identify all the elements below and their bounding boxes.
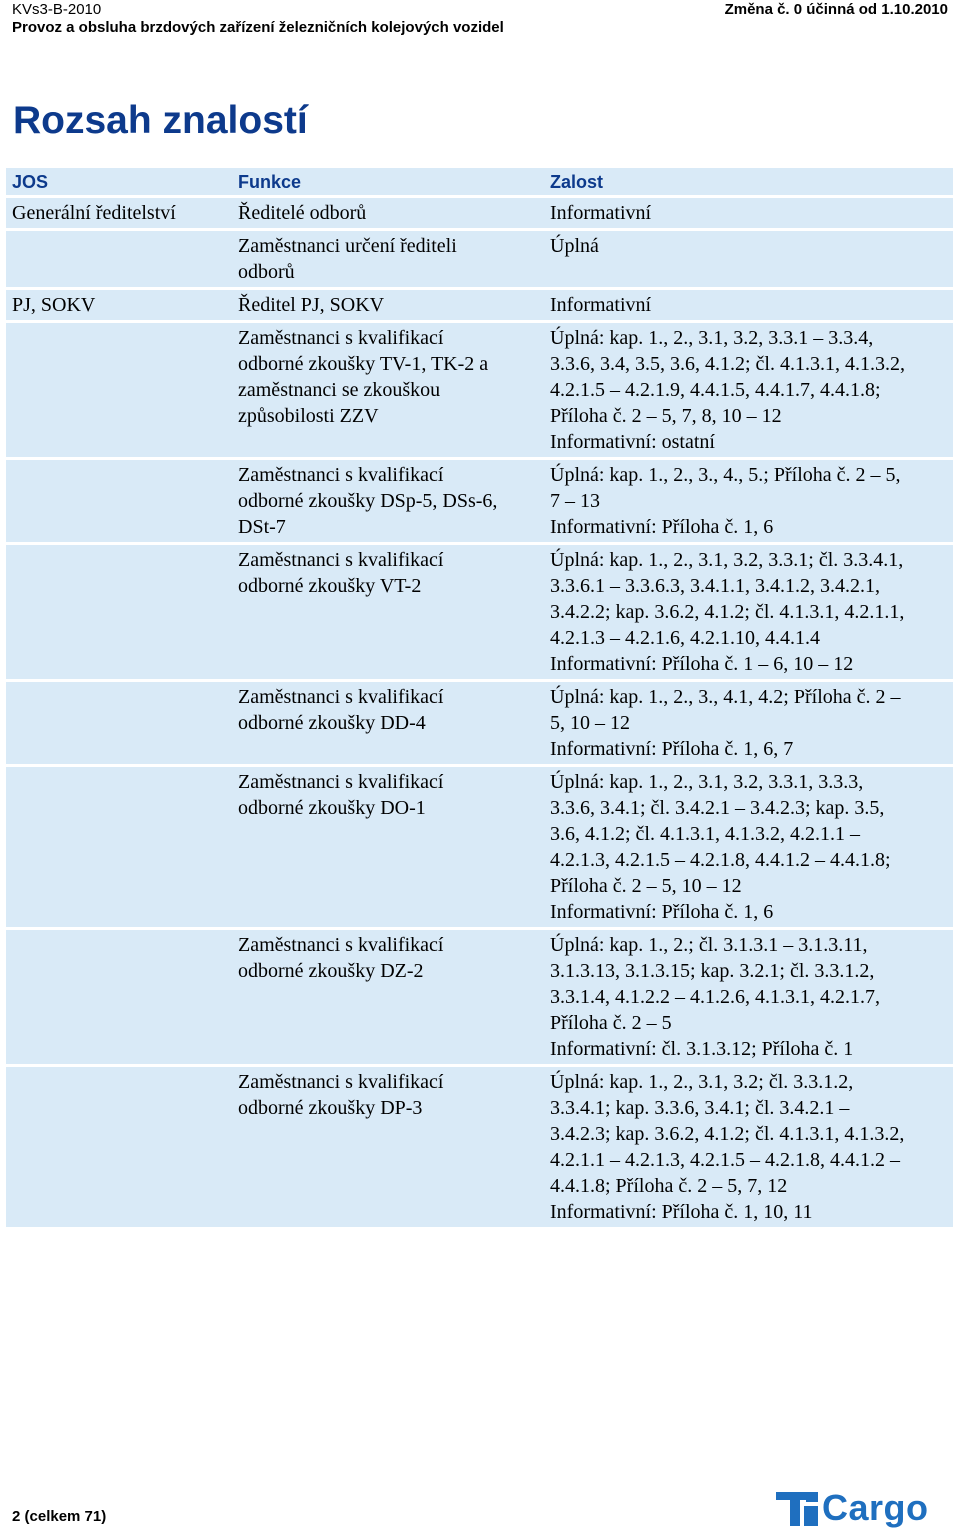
cell-funkce — [232, 459, 544, 544]
znalost-line: 3.3.4.1; kap. 3.3.6, 3.4.1; čl. 3.4.2.1 – — [550, 1097, 850, 1119]
cell-znalost — [544, 1066, 953, 1229]
table-row — [6, 929, 953, 1066]
funkce-line: Zaměstnanci s kvalifikací — [238, 934, 444, 956]
header-jos: JOS — [6, 168, 232, 197]
znalost-line: 3.4.2.2; kap. 3.6.2, 4.1.2; čl. 4.1.3.1, 4.2.1.1, — [550, 601, 905, 623]
znalost-line: Informativní: Příloha č. 1, 6 — [550, 901, 774, 923]
funkce-line: odborů — [238, 261, 295, 283]
table-row — [6, 544, 953, 681]
funkce-line: odborné zkoušky DD-4 — [238, 712, 426, 734]
znalost-line: 3.4.2.3; kap. 3.6.2, 4.1.2; čl. 4.1.3.1, 4.1.3.2, — [550, 1123, 905, 1145]
funkce-line: odborné zkoušky DSp-5, DSs-6, — [238, 490, 498, 512]
znalost-line: Úplná: kap. 1., 2., 3., 4.1, 4.2; Příloha č. 2 – — [550, 686, 901, 708]
funkce-line: Zaměstnanci s kvalifikací — [238, 549, 444, 571]
znalost-line: 4.2.1.5 – 4.2.1.9, 4.4.1.5, 4.4.1.7, 4.4.1.8; — [550, 379, 881, 401]
cell-funkce — [232, 681, 544, 766]
znalost-line: Úplná — [550, 235, 599, 257]
funkce-line: odborné zkoušky VT-2 — [238, 575, 422, 597]
cell-funkce — [232, 1066, 544, 1229]
funkce-line: způsobilosti ZZV — [238, 405, 379, 427]
cell-jos — [6, 544, 232, 681]
cell-znalost — [544, 289, 953, 322]
table-row — [6, 681, 953, 766]
znalost-line: Informativní: Příloha č. 1, 6 — [550, 516, 774, 538]
funkce-line: Zaměstnanci s kvalifikací — [238, 464, 444, 486]
cell-znalost — [544, 459, 953, 544]
znalost-line: 3.3.6, 3.4.1; čl. 3.4.2.1 – 3.4.2.3; kap. 3.5, — [550, 797, 885, 819]
table-row — [6, 766, 953, 929]
cell-funkce — [232, 289, 544, 322]
znalost-line: 3.6, 4.1.2; čl. 4.1.3.1, 4.1.3.2, 4.2.1.1 – — [550, 823, 860, 845]
cell-znalost — [544, 322, 953, 459]
page-number: 2 (celkem 71) — [12, 1508, 107, 1525]
cell-funkce — [232, 230, 544, 289]
page-title: Rozsah znalostí — [13, 99, 308, 142]
znalost-line: Úplná: kap. 1., 2., 3.1, 3.2, 3.3.1 – 3.3.4, — [550, 327, 874, 349]
znalost-line: 3.1.3.13, 3.1.3.15; kap. 3.2.1; čl. 3.3.1.2, — [550, 960, 875, 982]
cell-znalost — [544, 197, 953, 230]
cell-jos — [6, 459, 232, 544]
cell-znalost — [544, 230, 953, 289]
cell-funkce — [232, 197, 544, 230]
znalost-line: Informativní: čl. 3.1.3.12; Příloha č. 1 — [550, 1038, 854, 1060]
znalost-line: Příloha č. 2 – 5 — [550, 1012, 672, 1034]
cell-znalost — [544, 766, 953, 929]
funkce-line: odborné zkoušky DZ-2 — [238, 960, 424, 982]
znalost-line: 4.2.1.3 – 4.2.1.6, 4.2.1.10, 4.4.1.4 — [550, 627, 820, 649]
cell-jos — [6, 929, 232, 1066]
knowledge-table — [6, 168, 953, 1230]
cell-jos — [6, 322, 232, 459]
cell-funkce — [232, 766, 544, 929]
znalost-line: Informativní: ostatní — [550, 431, 715, 453]
funkce-line: Zaměstnanci s kvalifikací — [238, 327, 444, 349]
cell-funkce — [232, 929, 544, 1066]
funkce-line: DSt-7 — [238, 516, 286, 538]
table-row — [6, 289, 953, 322]
header-znalost: Zalost — [544, 168, 953, 197]
funkce-line: Zaměstnanci určení řediteli — [238, 235, 457, 257]
funkce-line: Zaměstnanci s kvalifikací — [238, 771, 444, 793]
change-note: Změna č. 0 účinná od 1.10.2010 — [724, 1, 948, 18]
znalost-line: Úplná: kap. 1., 2., 3.1, 3.2; čl. 3.3.1.2, — [550, 1071, 854, 1093]
cell-znalost — [544, 544, 953, 681]
table-row — [6, 230, 953, 289]
funkce-line: odborné zkoušky TV-1, TK-2 a — [238, 353, 489, 375]
cell-funkce — [232, 544, 544, 681]
znalost-line: 4.2.1.1 – 4.2.1.3, 4.2.1.5 – 4.2.1.8, 4.4.1.2 – — [550, 1149, 900, 1171]
funkce-line: Ředitel PJ, SOKV — [238, 294, 385, 316]
funkce-line: Zaměstnanci s kvalifikací — [238, 686, 444, 708]
cell-jos: PJ, SOKV — [6, 289, 232, 322]
znalost-line: 4.2.1.3, 4.2.1.5 – 4.2.1.8, 4.4.1.2 – 4.4.1.8; — [550, 849, 891, 871]
znalost-line: 3.3.6.1 – 3.3.6.3, 3.4.1.1, 3.4.1.2, 3.4.2.1, — [550, 575, 880, 597]
znalost-line: 3.3.6, 3.4, 3.5, 3.6, 4.1.2; čl. 4.1.3.1, 4.1.3.2, — [550, 353, 905, 375]
table-row — [6, 1066, 953, 1229]
logo-wordmark: Cargo — [822, 1487, 929, 1528]
znalost-line: Informativní: Příloha č. 1 – 6, 10 – 12 — [550, 653, 854, 675]
funkce-line: Zaměstnanci s kvalifikací — [238, 1071, 444, 1093]
znalost-line: Příloha č. 2 – 5, 7, 8, 10 – 12 — [550, 405, 782, 427]
cell-jos: Generální ředitelství — [6, 197, 232, 230]
znalost-line: Informativní: Příloha č. 1, 10, 11 — [550, 1201, 813, 1223]
table-row — [6, 459, 953, 544]
cell-znalost — [544, 929, 953, 1066]
znalost-line: Příloha č. 2 – 5, 10 – 12 — [550, 875, 742, 897]
doc-code: KVs3-B-2010 — [12, 1, 102, 18]
funkce-line: odborné zkoušky DO-1 — [238, 797, 426, 819]
funkce-line: zaměstnanci se zkouškou — [238, 379, 441, 401]
znalost-line: Úplná: kap. 1., 2.; čl. 3.1.3.1 – 3.1.3.11, — [550, 934, 868, 956]
doc-subtitle: Provoz a obsluha brzdových zařízení železničních kolejových vozidel — [12, 19, 504, 36]
cell-jos — [6, 681, 232, 766]
znalost-line: 7 – 13 — [550, 490, 600, 512]
table-header-row — [6, 168, 953, 197]
header-funkce: Funkce — [232, 168, 544, 197]
cell-jos — [6, 1066, 232, 1229]
znalost-line: Úplná: kap. 1., 2., 3.1, 3.2, 3.3.1; čl. 3.3.4.1, — [550, 549, 904, 571]
znalost-line: Informativní — [550, 294, 652, 316]
funkce-line: Ředitelé odborů — [238, 202, 367, 224]
znalost-line: Úplná: kap. 1., 2., 3.1, 3.2, 3.3.1, 3.3.3, — [550, 771, 864, 793]
cell-jos — [6, 766, 232, 929]
znalost-line: Informativní: Příloha č. 1, 6, 7 — [550, 738, 794, 760]
znalost-line: Informativní — [550, 202, 652, 224]
funkce-line: odborné zkoušky DP-3 — [238, 1097, 423, 1119]
znalost-line: 4.4.1.8; Příloha č. 2 – 5, 7, 12 — [550, 1175, 788, 1197]
znalost-line: 3.3.1.4, 4.1.2.2 – 4.1.2.6, 4.1.3.1, 4.2.1.7, — [550, 986, 880, 1008]
cell-znalost — [544, 681, 953, 766]
table-row — [6, 197, 953, 230]
cell-funkce — [232, 322, 544, 459]
cell-jos — [6, 230, 232, 289]
znalost-line: Úplná: kap. 1., 2., 3., 4., 5.; Příloha č. 2 – 5, — [550, 464, 901, 486]
znalost-line: 5, 10 – 12 — [550, 712, 630, 734]
table-row — [6, 322, 953, 459]
